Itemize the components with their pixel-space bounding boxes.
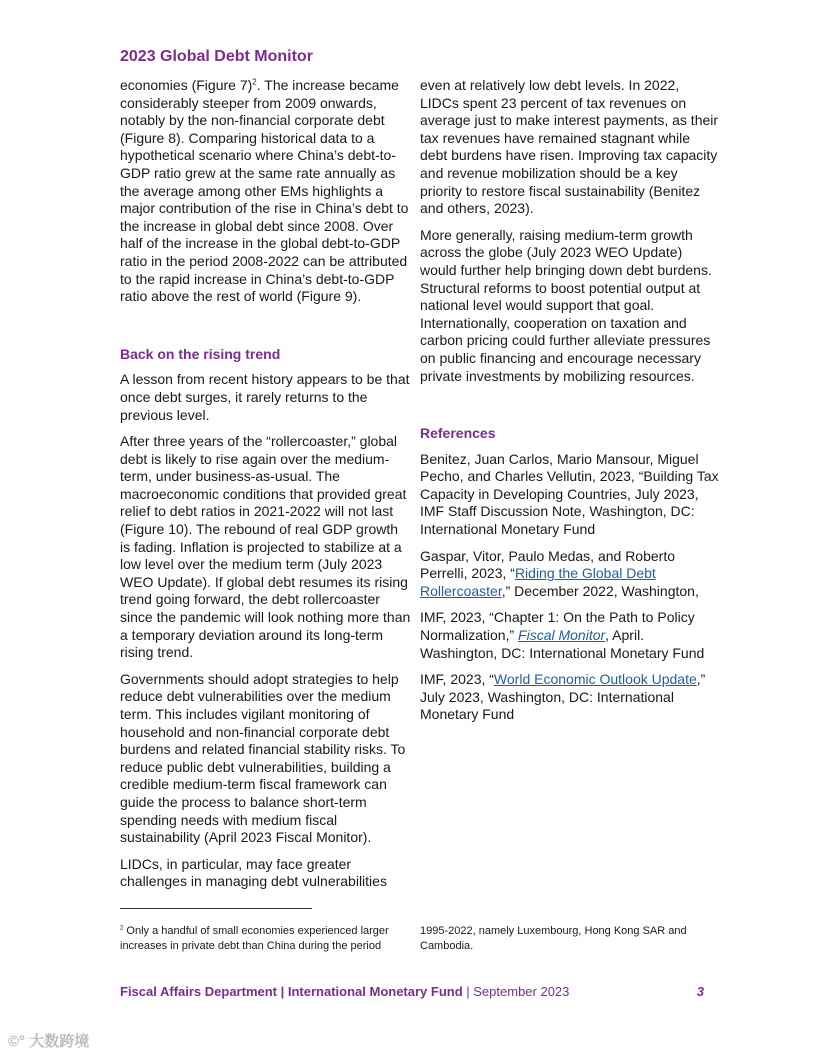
text: , April. Washington, DC: International Monetary Fund — [420, 627, 705, 661]
footer-department: Fiscal Affairs Department | International Monetary Fund — [120, 984, 463, 999]
paragraph: Governments should adopt strategies to help reduce debt vulnerabilities over the medium term. This includes vigilant monitoring of household and non-financial corporate debt burdens and related financial stability risks. To reduce public debt vulnerabilities, building a credible medium-term fiscal framework can guide the process to balance short-term spending needs with medium fiscal sustainability (April 2023 Fiscal Monitor). — [120, 670, 406, 846]
footnote-marker[interactable]: 2 — [252, 77, 257, 87]
page-number: 3 — [696, 984, 704, 999]
text: Gaspar, Vitor, Paulo Medas, and Roberto Perrelli, 2023, “ — [420, 547, 676, 582]
footer-date: September 2023 — [473, 984, 570, 999]
references-heading: References — [420, 425, 496, 442]
right-column — [420, 77, 720, 733]
reference-item — [420, 548, 720, 601]
footer-separator: | — [462, 984, 474, 999]
paragraph: More generally, raising medium-term growth across the globe (July 2023 WEO Update) would further help bringing down debt burdens. Structural reforms to boost potential output at national level would support that goal. Internationally, cooperation on taxation and carbon pricing could further alleviate pressures on public financing and encourage necessary private investments by mobilizing resources. — [420, 226, 712, 384]
paragraph: LIDCs, in particular, may face greater challenges in managing debt vulnerabilities — [120, 855, 387, 890]
reference-link[interactable]: World Economic Outlook Update — [493, 671, 697, 688]
text: economies (Figure 7) — [120, 77, 253, 93]
section-heading: Back on the rising trend — [120, 345, 281, 362]
paragraph: After three years of the “rollercoaster,” global debt is likely to rise again over the medium-term, under business-as-usual. The macroeconomic conditions that provided great relief to debt ratios in 2021-2022 will not last (Figure 10). The rebound of real GDP growth is fading. Inflation is projected to stabilize at a low level over the medium term (July 2023 WEO Update). If global debt resumes its rising trend going forward, the debt rollercoaster since the pandemic will look nothing more than a temporary deviation around its long-term rising trend. — [120, 433, 411, 661]
page-footer — [120, 984, 704, 999]
reference-link[interactable]: Riding the Global Debt Rollercoaster — [420, 565, 656, 599]
text: IMF, 2023, “ — [420, 671, 494, 688]
watermark-logo: ©° 大数跨境 — [8, 1033, 90, 1050]
page-header-title: 2023 Global Debt Monitor — [120, 48, 313, 65]
reference-item: Benitez, Juan Carlos, Mario Mansour, Miguel Pecho, and Charles Vellutin, 2023, “Building Tax Capacity in Developing Countries, July 2023, IMF Staff Discussion Note, Washington, DC: International Monetary Fund — [420, 450, 719, 538]
text: ,” December 2022, Washington, — [501, 582, 699, 599]
reference-item — [420, 609, 720, 662]
footnote-divider — [120, 908, 312, 909]
text: IMF, 2023, “Chapter 1: On the Path to Policy Normalization,” — [420, 609, 695, 644]
footnote-marker: 2 — [120, 925, 124, 932]
reference-item — [420, 671, 720, 724]
paragraph — [120, 77, 412, 306]
footnote-text-left — [120, 924, 412, 954]
text: ,” July 2023, Washington, DC: International Monetary Fund — [420, 671, 706, 723]
paragraph: even at relatively low debt levels. In 2022, LIDCs spent 23 percent of tax revenues on average just to make interest payments, as their tax revenues have remained stagnant while debt burdens have risen. Improving tax capacity and revenue mobilization should be a key priority to restore fiscal sustainability (Benitez and others, 2023). — [420, 77, 719, 217]
left-column — [120, 77, 412, 900]
reference-link[interactable]: Fiscal Monitor — [518, 627, 606, 644]
paragraph: A lesson from recent history appears to be that once debt surges, it rarely returns to the previous level. — [120, 371, 410, 423]
footnote-text-right: 1995-2022, namely Luxembourg, Hong Kong SAR and Cambodia. — [420, 925, 687, 952]
text: . The increase became considerably steeper from 2009 onwards, notably by the non-financial corporate debt (Figure 8). Comparing historical data to a hypothetical scenario where China’s debt-to-GDP ratio grew at the same rate annually as the average among other EMs highlights a major contribution of the rise in China’s debt to the increase in global debt since 2008. Over half of the increase in the global debt-to-GDP ratio in the period 2008-2022 can be attributed to the rapid increase in China’s debt-to-GDP ratio above the rest of world (Figure 9). — [120, 77, 409, 305]
text: Only a handful of small economies experienced larger increases in private debt than China during the period — [120, 925, 389, 952]
